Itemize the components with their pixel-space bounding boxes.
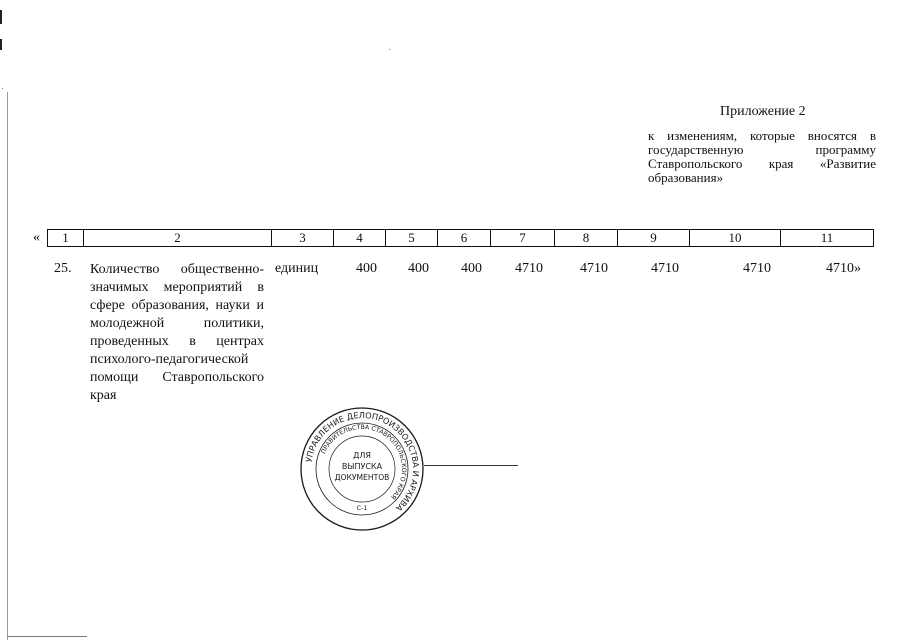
stamp-code: С-1 <box>356 504 368 512</box>
scan-left-line <box>7 92 8 640</box>
row-value: 4710 <box>743 261 771 276</box>
row-value: 4710 <box>580 261 608 276</box>
scan-dot <box>2 88 3 89</box>
column-number: 2 <box>84 230 272 247</box>
column-number: 10 <box>690 230 781 247</box>
row-value: 4710» <box>826 261 861 276</box>
row-value: 4710 <box>651 261 679 276</box>
row-description: Количество общественно-значимых мероприятий в сфере образования, науки и молодежной политики, проведенных в центрах психолого-педагогической помощи Ставропольского края <box>90 262 264 403</box>
column-number: 11 <box>781 230 874 247</box>
stamp-inner-text: ПРАВИТЕЛЬСТВА СТАВРОПОЛЬСКОГО КРАЯ <box>320 423 408 501</box>
official-stamp <box>299 406 425 532</box>
scan-bottom-rule <box>7 636 87 637</box>
column-number: 4 <box>334 230 386 247</box>
row-value: 400 <box>461 261 482 276</box>
scan-edge-mark <box>0 10 2 24</box>
row-value: 400 <box>408 261 429 276</box>
opening-quote: « <box>33 230 40 245</box>
column-number: 8 <box>555 230 618 247</box>
column-number: 3 <box>272 230 334 247</box>
appendix-title: Приложение 2 <box>720 104 806 119</box>
scan-edge-mark <box>0 39 2 50</box>
scan-dot <box>389 49 390 50</box>
stamp-outer-text: УПРАВЛЕНИЕ ДЕЛОПРОИЗВОДСТВА И АРХИВА <box>303 409 422 514</box>
stamp-center-line: ВЫПУСКА <box>341 462 383 471</box>
stamp-center-line: ДЛЯ <box>353 451 371 460</box>
column-number-header <box>47 229 874 247</box>
row-unit: единиц <box>275 261 319 276</box>
row-value: 400 <box>356 261 377 276</box>
column-number: 5 <box>386 230 438 247</box>
stamp-center-line: ДОКУМЕНТОВ <box>334 473 390 482</box>
row-value: 4710 <box>515 261 543 276</box>
appendix-subtitle: к изменениям, которые вносятся в государственную программу Ставропольского края «Развитие образования» <box>648 128 876 185</box>
column-number: 9 <box>618 230 690 247</box>
signature-line <box>424 465 518 466</box>
column-number: 1 <box>48 230 84 247</box>
column-number: 7 <box>491 230 555 247</box>
column-number: 6 <box>438 230 491 247</box>
row-number: 25. <box>54 261 72 276</box>
